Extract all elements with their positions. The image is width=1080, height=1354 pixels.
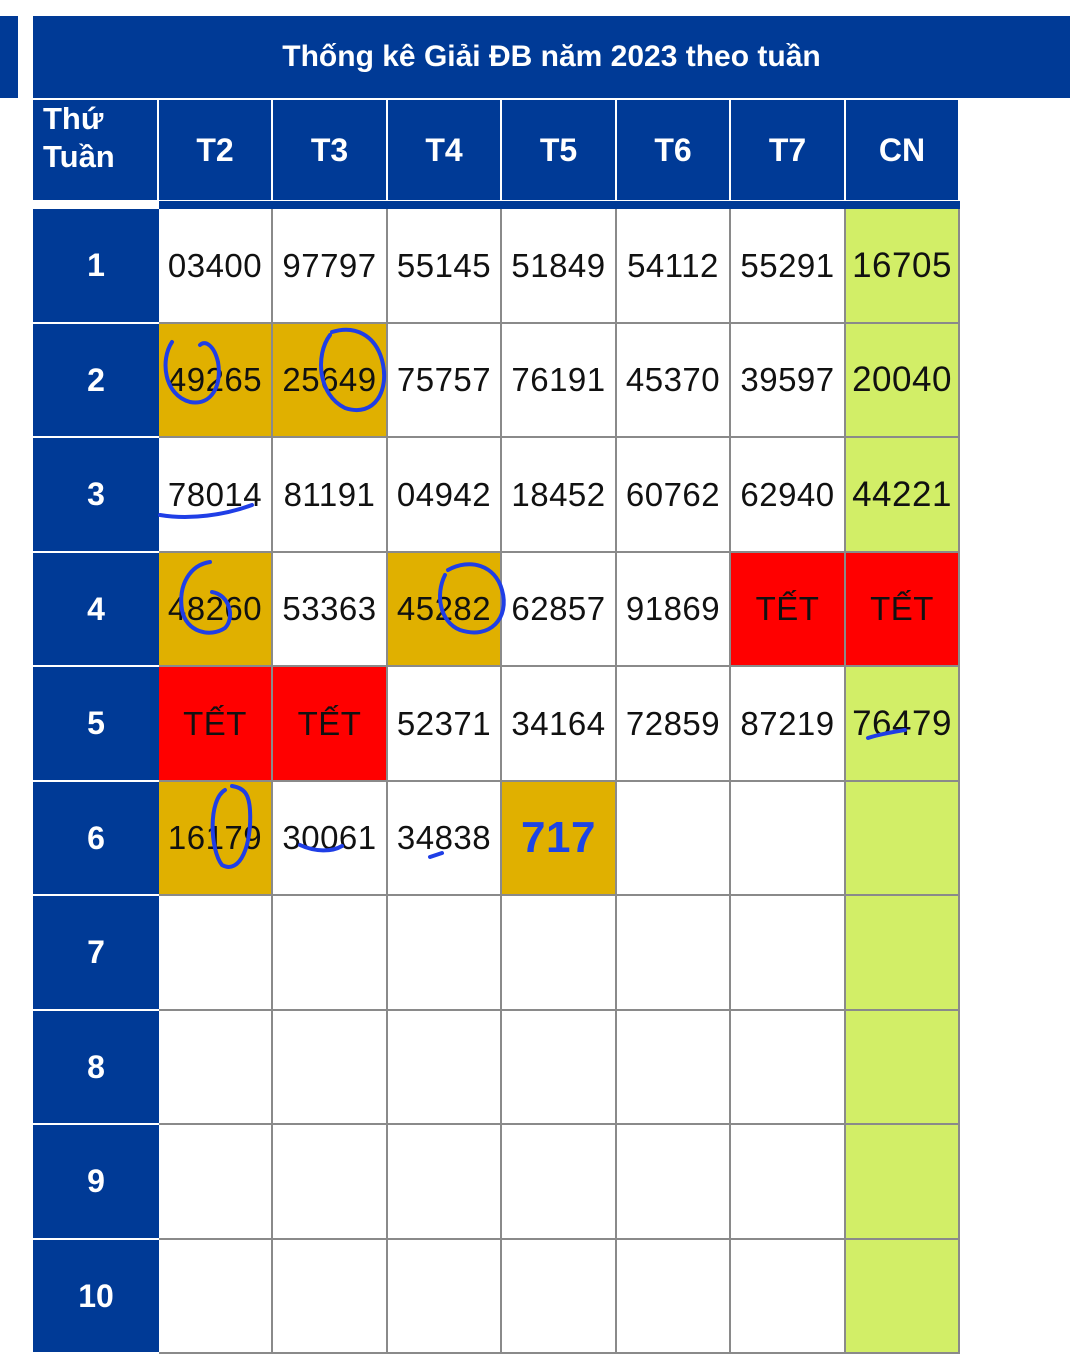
result-cell: TẾT: [273, 667, 388, 782]
result-cell: [731, 1011, 846, 1125]
result-cell: TẾT: [731, 553, 846, 667]
result-cell: [617, 1125, 731, 1240]
result-cell: [617, 1011, 731, 1125]
result-cell: 55145: [388, 209, 502, 324]
result-cell: 55291: [731, 209, 846, 324]
day-header-t6: T6: [617, 100, 729, 200]
result-cell: 60762: [617, 438, 731, 553]
table-title: Thống kê Giải ĐB năm 2023 theo tuần: [33, 16, 1070, 98]
result-cell: 16705: [846, 209, 960, 324]
header-gap: [33, 201, 159, 209]
result-cell: 62940: [731, 438, 846, 553]
corner-label-day: Thứ: [43, 101, 104, 136]
result-cell: TẾT: [159, 667, 273, 782]
result-cell: 34164: [502, 667, 617, 782]
result-cell: 49265: [159, 324, 273, 438]
result-cell: [846, 782, 960, 896]
result-cell: 52371: [388, 667, 502, 782]
result-cell: [273, 1011, 388, 1125]
result-cell: 75757: [388, 324, 502, 438]
result-cell: [731, 896, 846, 1011]
result-cell: 16179: [159, 782, 273, 896]
week-label: 4: [33, 553, 159, 665]
result-cell: [846, 896, 960, 1011]
result-cell: 03400: [159, 209, 273, 324]
result-cell: [273, 896, 388, 1011]
week-label: 8: [33, 1011, 159, 1123]
result-cell: 25649: [273, 324, 388, 438]
result-cell: [159, 896, 273, 1011]
header-underline: [159, 201, 960, 209]
result-cell: 53363: [273, 553, 388, 667]
week-label: 5: [33, 667, 159, 780]
result-cell: 62857: [502, 553, 617, 667]
corner-header: [33, 100, 157, 200]
result-cell: [502, 896, 617, 1011]
result-cell: 717: [502, 782, 617, 896]
week-label: 3: [33, 438, 159, 551]
result-cell: 91869: [617, 553, 731, 667]
result-cell: [388, 1011, 502, 1125]
result-cell: [617, 896, 731, 1011]
result-cell: [846, 1125, 960, 1240]
day-header-t5: T5: [502, 100, 615, 200]
result-cell: 54112: [617, 209, 731, 324]
result-cell: [846, 1011, 960, 1125]
day-header-t7: T7: [731, 100, 844, 200]
week-label: 2: [33, 324, 159, 436]
result-cell: 81191: [273, 438, 388, 553]
corner-label-week: Tuần: [43, 139, 115, 174]
result-cell: 45370: [617, 324, 731, 438]
result-cell: 04942: [388, 438, 502, 553]
result-cell: 30061: [273, 782, 388, 896]
result-cell: 39597: [731, 324, 846, 438]
result-cell: [388, 1240, 502, 1354]
result-cell: [273, 1240, 388, 1354]
result-cell: 76479: [846, 667, 960, 782]
result-cell: [731, 1240, 846, 1354]
result-cell: [388, 896, 502, 1011]
result-cell: 18452: [502, 438, 617, 553]
day-header-t3: T3: [273, 100, 386, 200]
result-cell: [159, 1240, 273, 1354]
week-label: 10: [33, 1240, 159, 1352]
result-cell: [159, 1011, 273, 1125]
left-edge-bar: [0, 16, 18, 98]
result-cell: [502, 1011, 617, 1125]
result-cell: 76191: [502, 324, 617, 438]
result-cell: 72859: [617, 667, 731, 782]
result-cell: 34838: [388, 782, 502, 896]
result-cell: [502, 1240, 617, 1354]
result-cell: 87219: [731, 667, 846, 782]
day-header-t4: T4: [388, 100, 500, 200]
result-cell: 78014: [159, 438, 273, 553]
day-header-cn: CN: [846, 100, 958, 200]
week-label: 7: [33, 896, 159, 1009]
result-cell: [502, 1125, 617, 1240]
result-cell: [388, 1125, 502, 1240]
result-cell: 45282: [388, 553, 502, 667]
result-cell: 51849: [502, 209, 617, 324]
result-cell: 97797: [273, 209, 388, 324]
week-label: 1: [33, 209, 159, 322]
result-cell: [846, 1240, 960, 1354]
result-cell: [273, 1125, 388, 1240]
day-header-t2: T2: [159, 100, 271, 200]
result-cell: 48260: [159, 553, 273, 667]
result-cell: [159, 1125, 273, 1240]
result-cell: [617, 782, 731, 896]
result-cell: TẾT: [846, 553, 960, 667]
result-cell: 44221: [846, 438, 960, 553]
result-cell: 20040: [846, 324, 960, 438]
week-label: 9: [33, 1125, 159, 1238]
result-cell: [731, 1125, 846, 1240]
result-cell: [617, 1240, 731, 1354]
week-label: 6: [33, 782, 159, 894]
result-cell: [731, 782, 846, 896]
